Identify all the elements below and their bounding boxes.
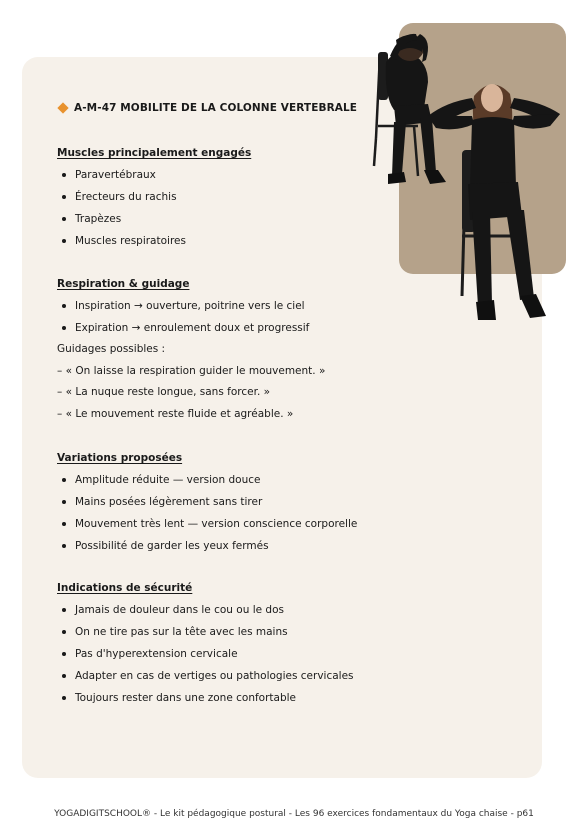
list-item: Trapèzes xyxy=(57,208,527,230)
list-item: Possibilité de garder les yeux fermés xyxy=(57,535,527,557)
list-item: Paravertébraux xyxy=(57,164,527,186)
muscles-heading: Muscles principalement engagés xyxy=(57,147,252,159)
muscles-list xyxy=(57,164,527,252)
variations-list xyxy=(57,469,527,557)
page-footer: YOGADIGITSCHOOL® - Le kit pédagogique postural - Les 96 exercices fondamentaux du Yoga chaise - p61 xyxy=(54,809,534,819)
list-item: Adapter en cas de vertiges ou pathologies cervicales xyxy=(57,665,527,687)
muscles-section xyxy=(57,145,527,252)
safety-list xyxy=(57,599,527,709)
guide-line: – « La nuque reste longue, sans forcer. » xyxy=(57,386,271,398)
list-item: Mains posées légèrement sans tirer xyxy=(57,491,527,513)
safety-section xyxy=(57,580,527,709)
variations-section xyxy=(57,450,527,557)
safety-heading: Indications de sécurité xyxy=(57,582,193,594)
breathing-heading: Respiration & guidage xyxy=(57,278,190,290)
exercise-title: A-M-47 MOBILITE DE LA COLONNE VERTEBRALE xyxy=(74,102,358,114)
list-item: Jamais de douleur dans le cou ou le dos xyxy=(57,599,527,621)
guide-label: Guidages possibles : xyxy=(57,343,166,355)
guide-line: – « Le mouvement reste fluide et agréable. » xyxy=(57,407,294,420)
list-item: Toujours rester dans une zone confortable xyxy=(57,687,527,709)
list-item: Mouvement très lent — version conscience corporelle xyxy=(57,513,527,535)
list-item: Expiration → enroulement doux et progressif xyxy=(57,317,527,339)
list-item: Amplitude réduite — version douce xyxy=(57,469,527,491)
diamond-bullet-icon xyxy=(57,102,68,113)
list-item: Inspiration → ouverture, poitrine vers le ciel xyxy=(57,295,527,317)
exercise-title-row xyxy=(57,102,357,114)
breathing-list xyxy=(57,295,527,339)
list-item: Pas d'hyperextension cervicale xyxy=(57,643,527,665)
guide-line: – « On laisse la respiration guider le mouvement. » xyxy=(57,364,326,377)
list-item: On ne tire pas sur la tête avec les mains xyxy=(57,621,527,643)
breathing-section xyxy=(57,276,527,425)
list-item: Muscles respiratoires xyxy=(57,230,527,252)
list-item: Érecteurs du rachis xyxy=(57,186,527,208)
variations-heading: Variations proposées xyxy=(57,452,183,464)
